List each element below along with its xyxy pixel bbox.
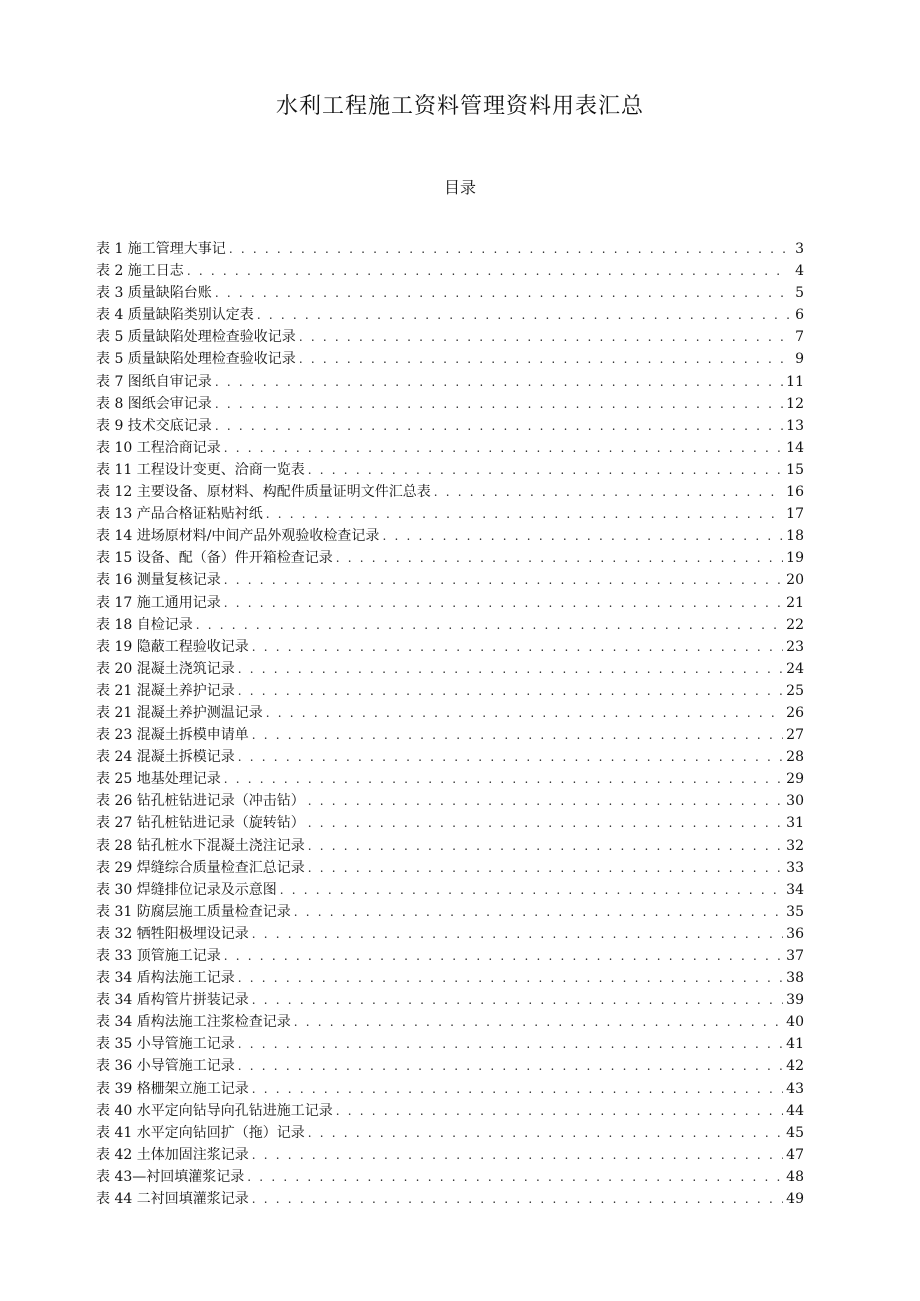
toc-entry-label: 表 5 质量缺陷处理检查验收记录 xyxy=(96,329,296,346)
toc-dot-leader xyxy=(238,658,783,680)
toc-entry-page-number: 19 xyxy=(786,550,804,567)
toc-entry[interactable] xyxy=(96,1100,804,1122)
toc-entry-label: 表 17 施工通用记录 xyxy=(96,594,221,611)
toc-entry-page-number: 38 xyxy=(786,970,804,987)
toc-entry[interactable] xyxy=(96,989,804,1011)
toc-entry[interactable] xyxy=(96,636,804,658)
toc-dot-leader xyxy=(308,812,783,834)
toc-entry-page-number: 28 xyxy=(786,749,804,766)
toc-dot-leader xyxy=(252,989,783,1011)
toc-entry-label: 表 32 牺牲阳极埋设记录 xyxy=(96,925,249,942)
toc-dot-leader xyxy=(280,879,783,901)
toc-entry-page-number: 40 xyxy=(786,1014,804,1031)
toc-dot-leader xyxy=(224,569,783,591)
toc-entry-page-number: 36 xyxy=(786,925,804,942)
toc-dot-leader xyxy=(257,304,789,326)
toc-entry-page-number: 45 xyxy=(786,1124,804,1141)
toc-entry-page-number: 29 xyxy=(786,771,804,788)
toc-entry[interactable] xyxy=(96,371,804,393)
toc-entry-label: 表 19 隐蔽工程验收记录 xyxy=(96,638,249,655)
toc-dot-leader xyxy=(252,1144,783,1166)
toc-entry[interactable] xyxy=(96,967,804,989)
toc-dot-leader xyxy=(224,592,783,614)
toc-entry[interactable] xyxy=(96,768,804,790)
toc-dot-leader xyxy=(238,746,783,768)
toc-dot-leader xyxy=(196,614,783,636)
toc-entry-page-number: 24 xyxy=(786,660,804,677)
toc-entry-label: 表 25 地基处理记录 xyxy=(96,771,221,788)
toc-entry-label: 表 9 技术交底记录 xyxy=(96,417,212,434)
toc-dot-leader xyxy=(238,1033,783,1055)
toc-entry[interactable] xyxy=(96,569,804,591)
toc-entry-page-number: 4 xyxy=(795,263,804,280)
toc-entry-page-number: 31 xyxy=(786,815,804,832)
toc-entry-page-number: 7 xyxy=(795,329,804,346)
toc-entry-page-number: 21 xyxy=(786,594,804,611)
toc-dot-leader xyxy=(382,525,783,547)
toc-dot-leader xyxy=(299,326,789,348)
toc-entry-label: 表 34 盾构法施工记录 xyxy=(96,970,235,987)
toc-entry-label: 表 18 自检记录 xyxy=(96,616,193,633)
toc-entry-label: 表 31 防腐层施工质量检查记录 xyxy=(96,903,291,920)
toc-entry-page-number: 30 xyxy=(786,793,804,810)
toc-dot-leader xyxy=(299,348,789,370)
toc-entry-page-number: 34 xyxy=(786,881,804,898)
toc-dot-leader xyxy=(294,1011,783,1033)
toc-entry-label: 表 27 钻孔桩钻进记录（旋转钻） xyxy=(96,815,305,832)
toc-dot-leader xyxy=(215,415,783,437)
toc-entry-label: 表 44 二衬回填灌浆记录 xyxy=(96,1191,249,1208)
toc-entry-page-number: 47 xyxy=(786,1146,804,1163)
toc-entry-page-number: 16 xyxy=(786,484,804,501)
toc-entry[interactable] xyxy=(96,1033,804,1055)
toc-entry[interactable] xyxy=(96,680,804,702)
toc-entry-page-number: 25 xyxy=(786,682,804,699)
toc-entry[interactable] xyxy=(96,702,804,724)
toc-entry[interactable] xyxy=(96,879,804,901)
toc-entry[interactable] xyxy=(96,790,804,812)
toc-entry-page-number: 27 xyxy=(786,727,804,744)
toc-entry-label: 表 3 质量缺陷台账 xyxy=(96,285,212,302)
toc-entry-page-number: 12 xyxy=(786,395,804,412)
toc-dot-leader xyxy=(308,790,783,812)
toc-entry-page-number: 26 xyxy=(786,704,804,721)
toc-entry-page-number: 37 xyxy=(786,948,804,964)
toc-entry-label: 表 1 施工管理大事记 xyxy=(96,241,226,257)
toc-entry-page-number: 14 xyxy=(786,439,804,456)
toc-entry-page-number: 48 xyxy=(786,1168,804,1185)
toc-entry[interactable] xyxy=(96,945,804,967)
toc-entry-label: 表 26 钻孔桩钻进记录（冲击钻） xyxy=(96,793,305,810)
toc-entry-label: 表 11 工程设计变更、洽商一览表 xyxy=(96,461,305,478)
toc-entry[interactable] xyxy=(96,547,804,569)
toc-entry[interactable] xyxy=(96,857,804,879)
toc-entry[interactable] xyxy=(96,658,804,680)
toc-dot-leader xyxy=(224,437,783,459)
toc-entry-label: 表 2 施工日志 xyxy=(96,263,184,280)
toc-entry-label: 表 13 产品合格证粘贴衬纸 xyxy=(96,506,263,523)
toc-dot-leader xyxy=(434,481,783,503)
toc-dot-leader xyxy=(252,1078,783,1100)
toc-entry[interactable] xyxy=(96,724,804,746)
toc-entry-page-number: 20 xyxy=(786,572,804,589)
toc-entry-label: 表 10 工程洽商记录 xyxy=(96,439,221,456)
toc-entry[interactable] xyxy=(96,238,804,260)
document-title: 水利工程施工资料管理资料用表汇总 xyxy=(275,94,644,119)
toc-entry-label: 表 29 焊缝综合质量检查汇总记录 xyxy=(96,859,305,876)
toc-entry-page-number: 22 xyxy=(786,616,804,633)
toc-entry-page-number: 6 xyxy=(795,307,804,324)
toc-entry-page-number: 15 xyxy=(786,461,804,478)
toc-entry-label: 表 30 焊缝排位记录及示意图 xyxy=(96,881,277,898)
toc-dot-leader xyxy=(187,260,789,282)
toc-entry-page-number: 5 xyxy=(795,285,804,302)
toc-entry-label: 表 36 小导管施工记录 xyxy=(96,1058,235,1075)
toc-entry-label: 表 8 图纸会审记录 xyxy=(96,395,212,412)
toc-entry-page-number: 41 xyxy=(786,1036,804,1053)
toc-entry-page-number: 42 xyxy=(786,1058,804,1075)
toc-entry[interactable] xyxy=(96,481,804,503)
toc-dot-leader xyxy=(238,967,783,989)
toc-entry-page-number: 18 xyxy=(786,528,804,545)
toc-entry-label: 表 35 小导管施工记录 xyxy=(96,1036,235,1053)
toc-dot-leader xyxy=(252,1188,783,1210)
toc-entry-label: 表 33 顶管施工记录 xyxy=(96,948,221,964)
toc-entry-page-number: 17 xyxy=(786,506,804,523)
toc-entry-label: 表 23 混凝土拆模申请单 xyxy=(96,727,249,744)
toc-entry-label: 表 34 盾构法施工注浆检查记录 xyxy=(96,1014,291,1031)
toc-entry[interactable] xyxy=(96,437,804,459)
toc-entry[interactable] xyxy=(96,1011,804,1033)
toc-entry-page-number: 49 xyxy=(786,1191,804,1208)
toc-entry[interactable] xyxy=(96,592,804,614)
toc-entry-page-number: 43 xyxy=(786,1080,804,1097)
toc-entry[interactable] xyxy=(96,304,804,326)
toc-entry[interactable] xyxy=(96,260,804,282)
toc-dot-leader xyxy=(215,371,783,393)
toc-entry-label: 表 21 混凝土养护测温记录 xyxy=(96,704,263,721)
toc-dot-leader xyxy=(336,1100,783,1122)
toc-dot-leader xyxy=(229,238,789,260)
toc-entry[interactable] xyxy=(96,1144,804,1166)
toc-dot-leader xyxy=(266,702,783,724)
toc-dot-leader xyxy=(252,923,783,945)
toc-dot-leader xyxy=(308,857,783,879)
toc-entry-label: 表 34 盾构管片拼装记录 xyxy=(96,992,249,1009)
toc-entry[interactable] xyxy=(96,614,804,636)
toc-entry[interactable] xyxy=(96,812,804,834)
toc-entry-label: 表 5 质量缺陷处理检查验收记录 xyxy=(96,351,296,368)
toc-entry[interactable] xyxy=(96,459,804,481)
toc-entry-label: 表 7 图纸自审记录 xyxy=(96,373,212,390)
table-of-contents xyxy=(96,238,804,1210)
toc-dot-leader xyxy=(252,636,783,658)
toc-dot-leader xyxy=(308,1122,783,1144)
toc-entry[interactable] xyxy=(96,282,804,304)
toc-entry[interactable] xyxy=(96,746,804,768)
toc-entry-page-number: 9 xyxy=(795,351,804,368)
toc-entry[interactable] xyxy=(96,326,804,348)
toc-entry-label: 表 41 水平定向钻回扩（拖）记录 xyxy=(96,1124,305,1141)
toc-entry-page-number: 11 xyxy=(786,373,804,390)
toc-entry-label: 表 28 钻孔桩水下混凝土浇注记录 xyxy=(96,837,305,854)
toc-entry[interactable] xyxy=(96,415,804,437)
toc-entry-page-number: 32 xyxy=(786,837,804,854)
toc-entry-label: 表 16 测量复核记录 xyxy=(96,572,221,589)
toc-entry[interactable] xyxy=(96,525,804,547)
toc-dot-leader xyxy=(215,393,783,415)
toc-dot-leader xyxy=(238,680,783,702)
toc-entry-label: 表 14 进场原材料/中间产品外观验收检查记录 xyxy=(96,528,380,545)
toc-entry[interactable] xyxy=(96,1122,804,1144)
toc-entry-label: 表 43—衬回填灌浆记录 xyxy=(96,1168,245,1185)
toc-entry[interactable] xyxy=(96,393,804,415)
toc-entry-label: 表 24 混凝土拆模记录 xyxy=(96,749,235,766)
toc-entry-page-number: 13 xyxy=(786,417,804,434)
toc-entry-page-number: 33 xyxy=(786,859,804,876)
toc-dot-leader xyxy=(308,459,783,481)
toc-dot-leader xyxy=(224,945,783,967)
toc-entry-label: 表 4 质量缺陷类别认定表 xyxy=(96,307,254,324)
toc-dot-leader xyxy=(247,1166,783,1188)
toc-entry[interactable] xyxy=(96,1166,804,1188)
toc-entry-page-number: 23 xyxy=(786,638,804,655)
toc-entry-page-number: 35 xyxy=(786,903,804,920)
toc-entry-page-number: 39 xyxy=(786,992,804,1009)
toc-entry[interactable] xyxy=(96,503,804,525)
toc-heading: 目录 xyxy=(443,178,476,197)
toc-dot-leader xyxy=(336,547,783,569)
toc-entry-label: 表 21 混凝土养护记录 xyxy=(96,682,235,699)
toc-entry-label: 表 12 主要设备、原材料、构配件质量证明文件汇总表 xyxy=(96,484,431,501)
toc-entry-page-number: 3 xyxy=(795,241,804,257)
toc-dot-leader xyxy=(238,1055,783,1077)
toc-entry[interactable] xyxy=(96,901,804,923)
toc-entry-label: 表 40 水平定向钻导向孔钻进施工记录 xyxy=(96,1102,333,1119)
toc-entry-label: 表 20 混凝土浇筑记录 xyxy=(96,660,235,677)
toc-entry-label: 表 15 设备、配（备）件开箱检查记录 xyxy=(96,550,333,567)
toc-dot-leader xyxy=(215,282,789,304)
toc-entry[interactable] xyxy=(96,1078,804,1100)
toc-entry[interactable] xyxy=(96,1188,804,1210)
toc-entry[interactable] xyxy=(96,348,804,370)
toc-entry[interactable] xyxy=(96,835,804,857)
toc-entry-page-number: 44 xyxy=(786,1102,804,1119)
toc-dot-leader xyxy=(266,503,783,525)
toc-entry[interactable] xyxy=(96,923,804,945)
toc-dot-leader xyxy=(224,768,783,790)
toc-entry-label: 表 39 格栅架立施工记录 xyxy=(96,1080,249,1097)
toc-dot-leader xyxy=(294,901,783,923)
toc-entry-label: 表 42 土体加固注浆记录 xyxy=(96,1146,249,1163)
toc-dot-leader xyxy=(308,835,783,857)
toc-dot-leader xyxy=(252,724,783,746)
toc-entry[interactable] xyxy=(96,1055,804,1077)
